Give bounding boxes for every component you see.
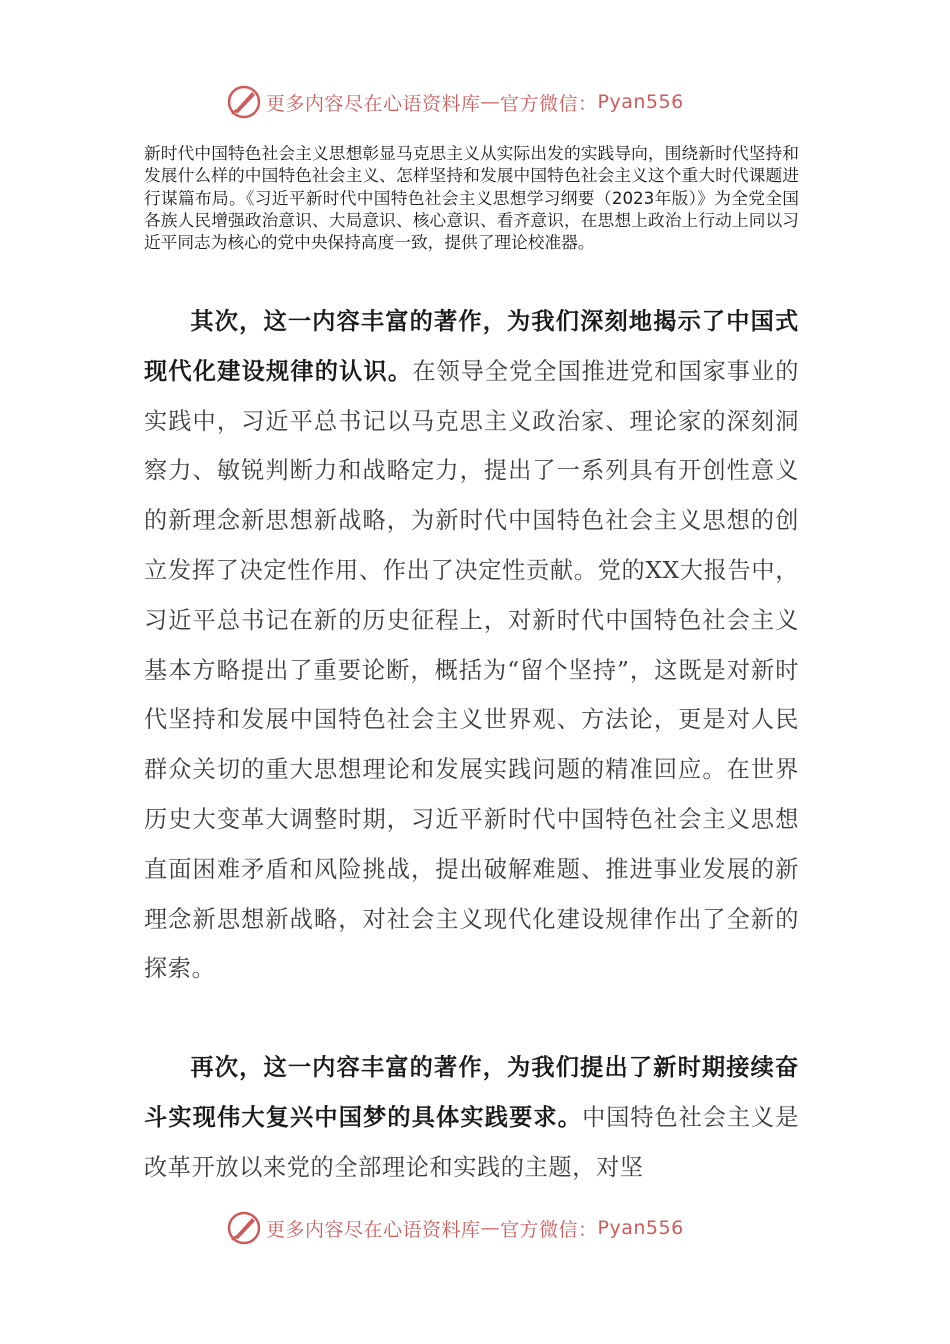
banner-official-label: 官方微信： xyxy=(500,92,598,115)
quill-pen-logo-icon xyxy=(226,1210,262,1246)
banner-text: 更多内容尽在心语资料库 xyxy=(266,92,481,115)
paragraph-lead-bold: 其次，这一内容丰富的著作，为我们深刻地揭示了中国式现代化建设规律的认识。 xyxy=(144,308,799,385)
paragraph-body-text: 在领导全党全国推进党和国家事业的实践中，习近平总书记以马克思主义政治家、理论家的深刻洞察力、敏锐判断力和战略定力，提出了一系列具有开创性意义的新理念新思想新战略，为新时代中国特色社会主义思想的创立发挥了决定性作用、作出了决定性贡献。党的XX大报告中，习近平总书记在新的历史征程上，对新时代中国特色社会主义基本方略提出了重要论断，概括为“留个坚持”，这既是对新时代坚持和发展中国特色社会主义世界观、方法论，更是对人民群众关切的重大思想理论和发展实践问题的精准回应。在世界历史大变革大调整时期，习近平新时代中国特色社会主义思想直面困难矛盾和风险挑战，提出破解难题、推进事业发展的新理念新思想新战略，对社会主义现代化建设规律作出了全新的探索。 xyxy=(144,357,799,983)
quill-pen-logo-icon xyxy=(226,84,262,120)
banner-separator: — xyxy=(480,91,501,113)
banner-text: 更多内容尽在心语资料库 xyxy=(266,1218,481,1241)
paragraph-second-point xyxy=(144,297,799,994)
footer-banner xyxy=(226,1208,684,1248)
paragraph-body-text: 中国特色社会主义是改革开放以来党的全部理论和实践的主题，对坚 xyxy=(144,1103,799,1181)
banner-official-label: 官方微信： xyxy=(500,1218,598,1241)
intro-paragraph: 新时代中国特色社会主义思想彰显马克思主义从实际出发的实践导向，围绕新时代坚持和发展什么样的中国特色社会主义、怎样坚持和发展中国特色社会主义这个重大时代课题进行谋篇布局。《习近平新时代中国特色社会主义思想学习纲要（2023年版）》为全党全国各族人民增强政治意识、大局意识、核心意识、看齐意识，在思想上政治上行动上同以习近平同志为核心的党中央保持高度一致，提供了理论校准器。 xyxy=(144,143,799,253)
header-banner xyxy=(226,82,684,122)
paragraph-lead-bold: 再次，这一内容丰富的著作，为我们提出了新时期接续奋斗实现伟大复兴中国梦的具体实践要求。 xyxy=(144,1054,799,1131)
banner-wechat-id: Pyan556 xyxy=(597,91,684,113)
paragraph-third-point xyxy=(144,1043,799,1192)
banner-wechat-id: Pyan556 xyxy=(597,1217,684,1239)
banner-separator: — xyxy=(480,1217,501,1239)
